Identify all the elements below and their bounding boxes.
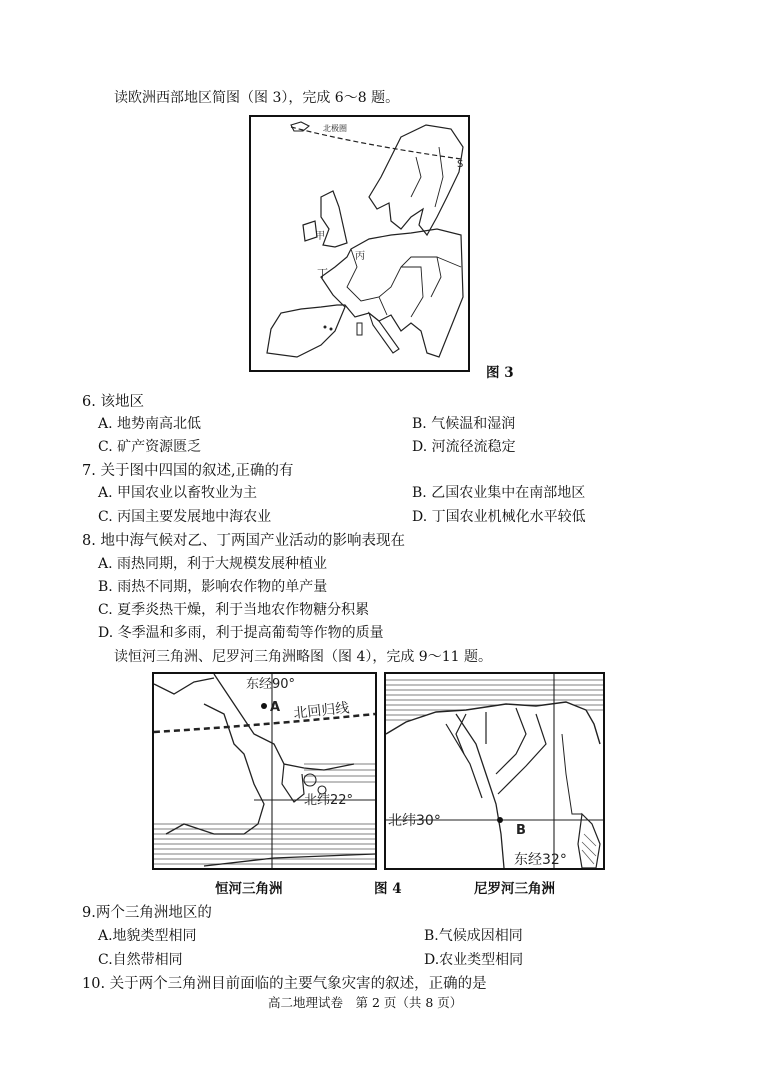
label-tropic: 北回归线 [292,700,351,722]
ganges-delta-map [152,672,377,870]
label-point-a: A [270,700,281,715]
q8-option-c[interactable]: C. 夏季炎热干燥，利于当地农作物糖分积累 [98,602,370,618]
label-s: S [457,159,464,170]
q7-stem: 7. 关于图中四国的叙述,正确的有 [82,463,294,479]
intro-fig4: 读恒河三角洲、尼罗河三角洲略图（图 4），完成 9～11 题。 [114,649,492,665]
fig4-caption: 图 4 [374,881,402,897]
nile-caption: 尼罗河三角洲 [474,881,555,897]
q6-option-d[interactable]: D. 河流径流稳定 [412,439,516,455]
label-point-b: B [516,823,526,838]
label-lat-22: 北纬22° [304,793,354,808]
q9-option-c[interactable]: C.自然带相同 [98,952,183,968]
point-b-marker [497,817,503,823]
q6-option-b[interactable]: B. 气候温和湿润 [412,416,516,432]
ganges-delta-drawing [154,674,375,868]
nile-delta-map [384,672,605,870]
scandinavia-border [411,157,421,197]
suez-canal [562,734,582,814]
q7-option-c[interactable]: C. 丙国主要发展地中海农业 [98,509,272,525]
delta-outline [282,764,304,802]
fig3-caption: 图 3 [486,365,514,381]
europe-map-drawing [251,117,468,370]
point-a-marker [261,703,267,709]
q6-option-a[interactable]: A. 地势南高北低 [98,416,202,432]
mediterranean-coast [386,702,600,744]
label-lat-30: 北纬30° [388,813,441,829]
q7-option-b[interactable]: B. 乙国农业集中在南部地区 [412,485,586,501]
q8-option-b[interactable]: B. 雨热不同期，影响农作物的单产量 [98,579,328,595]
ganges-coastline [154,678,264,834]
intro-fig3: 读欧洲西部地区简图（图 3），完成 6～8 题。 [114,90,400,106]
q7-option-d[interactable]: D. 丁国农业机械化水平较低 [412,509,586,525]
continent-shape [267,229,463,357]
label-lon-90: 东经90° [246,677,296,692]
q10-stem: 10. 关于两个三角洲目前面临的主要气象灾害的叙述，正确的是 [82,976,487,992]
q9-option-d[interactable]: D.农业类型相同 [424,952,524,968]
label-bing: 丙 [355,251,365,262]
island-dot [324,326,327,329]
europe-map [249,115,470,372]
red-sea-gulf [578,814,600,868]
label-ding: 丁 [317,267,328,280]
sea-hatching [154,764,375,864]
q7-option-a[interactable]: A. 甲国农业以畜牧业为主 [98,485,258,501]
red-sea-hatching [582,834,596,864]
q9-stem: 9.两个三角洲地区的 [82,905,212,921]
arctic-circle-line [291,127,461,159]
sardinia-shape [357,323,362,335]
q6-stem: 6. 该地区 [82,394,144,410]
q8-option-a[interactable]: A. 雨热同期，利于大规模发展种植业 [98,556,328,572]
q9-option-a[interactable]: A.地貌类型相同 [98,928,197,944]
q8-option-d[interactable]: D. 冬季温和多雨，利于提高葡萄等作物的质量 [98,625,384,641]
q9-option-b[interactable]: B.气候成因相同 [424,928,523,944]
scandinavia-shape [369,125,463,235]
island-dot [330,328,333,331]
label-jia: 甲 [315,231,325,242]
nile-delta-drawing [386,674,603,868]
ganges-caption: 恒河三角洲 [215,881,283,897]
q6-option-c[interactable]: C. 矿产资源匮乏 [98,439,202,455]
page-footer: 高二地理试卷 第 2 页（共 8 页） [268,995,463,1010]
label-arctic-circle: 北极圈 [323,124,347,133]
label-lon-32: 东经32° [514,852,567,868]
q8-stem: 8. 地中海气候对乙、丁两国产业活动的影响表现在 [82,533,405,549]
